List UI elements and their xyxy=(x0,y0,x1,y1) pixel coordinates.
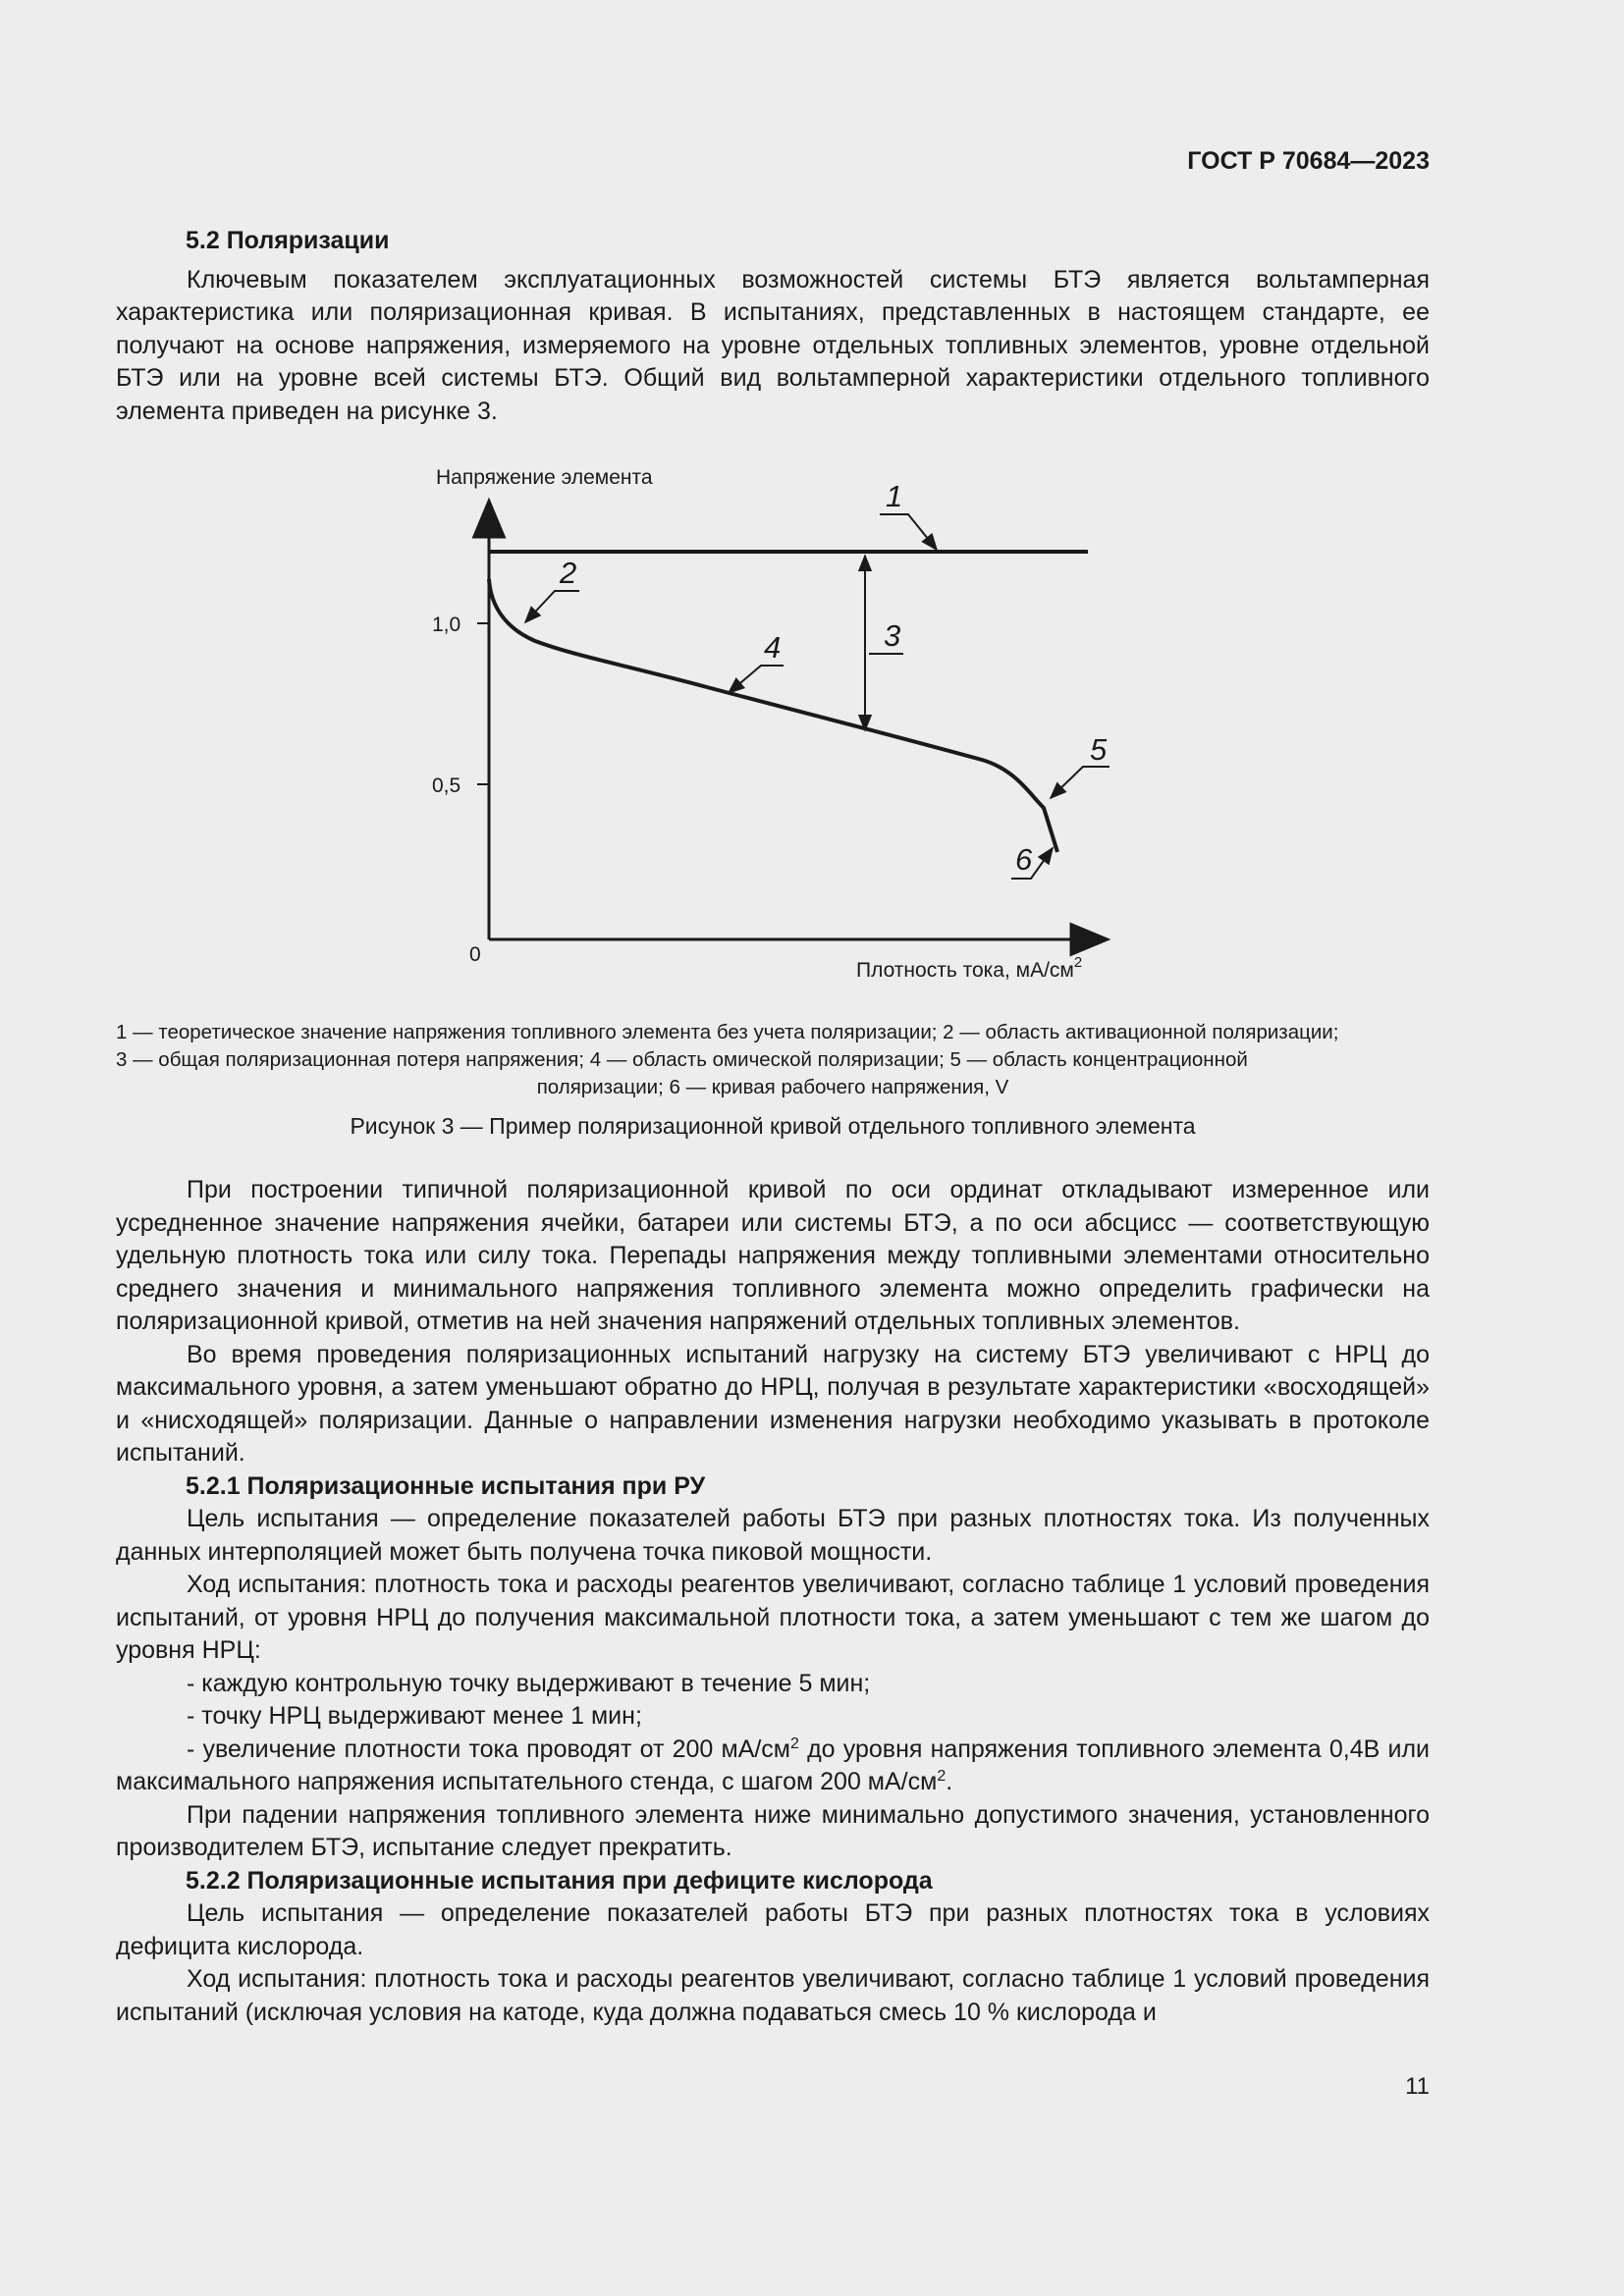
callout-3: 3 xyxy=(884,618,901,653)
callout-2: 2 xyxy=(560,556,577,590)
y-axis-label: Напряжение элемента xyxy=(436,466,653,489)
legend-line-1: 1 — теоретическое значение напряжения топливного элемента без учета поляризации; 2 — область активационной поляризации; xyxy=(116,1021,1339,1043)
list-item-2: - точку НРЦ выдерживают менее 1 мин; xyxy=(187,1702,642,1730)
section-5-2 xyxy=(116,225,1430,428)
callout-5: 5 xyxy=(1090,732,1108,767)
polarization-curve-figure xyxy=(412,459,1139,989)
list-item-3: - увеличение плотности тока проводят от 200 $мА/см^2$ до уровня напряжения топливного элемента 0,4В или максимального напряжения испытательного стенда, с шагом 200 $мА/см^2$. xyxy=(116,1735,1430,1795)
paragraph-axes: При построении типичной поляризационной кривой по оси ординат откладывают измеренное или усредненное значение напряжения ячейки, батареи или системы БТЭ, а по оси абсцисс — соответствующую удельную плотность тока или силу тока. Перепады напряжения между топливными элементами относительно среднего значения и минимального напряжения топливного элемента можно определить графически на поляризационной кривой, отметив на ней значения напряжений отдельных топливных элементов. xyxy=(116,1176,1430,1335)
legend-line-3: поляризации; 6 — кривая рабочего напряжения, V xyxy=(536,1076,1009,1098)
y-tick-label-1-0: 1,0 xyxy=(432,614,461,636)
list-item-1: - каждую контрольную точку выдерживают в течение 5 мин; xyxy=(187,1669,871,1697)
callout-2-leader xyxy=(525,591,579,622)
paragraph-5-2-2-procedure: Ход испытания: плотность тока и расходы реагентов увеличивают, согласно таблице 1 условий проведения испытаний (исключая условия на катоде, куда должна подаваться смесь 10 % кислорода и xyxy=(116,1965,1430,2026)
paragraph-5-2-1-goal: Цель испытания — определение показателей работы БТЭ при разных плотностях тока. Из полученных данных интерполяцией может быть получена точка пиковой мощности. xyxy=(116,1505,1430,1566)
callout-4-leader xyxy=(729,666,784,693)
paragraph-5-2-2-goal: Цель испытания — определение показателей работы БТЭ при разных плотностях тока в условиях дефицита кислорода. xyxy=(116,1899,1430,1960)
section-title: 5.2 Поляризации xyxy=(186,227,390,254)
intro-paragraph: Ключевым показателем эксплуатационных возможностей системы БТЭ является вольтамперная характеристика или поляризационная кривая. В испытаниях, представленных в настоящем стандарте, ее получают на основе напряжения, измеряемого на уровне отдельных топливных элементов, уровне отдельной БТЭ или на уровне всей системы БТЭ. Общий вид вольтамперной характеристики отдельного топливного элемента приведен на рисунке 3. xyxy=(116,265,1430,425)
callout-1-leader xyxy=(880,514,937,550)
figure-caption: Рисунок 3 — Пример поляризационной кривой отдельного топливного элемента xyxy=(350,1113,1196,1139)
section-5-2-2-title: 5.2.2 Поляризационные испытания при дефиците кислорода xyxy=(186,1866,933,1895)
page-number: 11 xyxy=(1405,2073,1430,2100)
callout-4: 4 xyxy=(764,630,782,665)
callout-6: 6 xyxy=(1015,842,1033,877)
callout-5-leader xyxy=(1051,767,1110,798)
y-tick-label-0-5: 0,5 xyxy=(432,774,461,797)
polarization-curve xyxy=(489,579,1057,852)
body-text xyxy=(116,1174,1430,2029)
paragraph-5-2-1-procedure: Ход испытания: плотность тока и расходы реагентов увеличивают, согласно таблице 1 условий проведения испытаний, от уровня НРЦ до получения максимальной плотности тока, а затем уменьшают с тем же шагом до уровня НРЦ: xyxy=(116,1571,1430,1664)
document-standard-header: ГОСТ Р 70684—2023 xyxy=(1187,147,1430,175)
section-5-2-1-title: 5.2.1 Поляризационные испытания при РУ xyxy=(186,1471,706,1500)
paragraph-5-2-1-stop: При падении напряжения топливного элемента ниже минимально допустимого значения, установленного производителем БТЭ, испытание следует прекратить. xyxy=(116,1800,1430,1861)
legend-line-2: 3 — общая поляризационная потеря напряжения; 4 — область омической поляризации; 5 — область концентрационной xyxy=(116,1048,1248,1071)
paragraph-load: Во время проведения поляризационных испытаний нагрузку на систему БТЭ увеличивают с НРЦ до максимального уровня, а затем уменьшают обратно до НРЦ, получая в результате характеристики «восходящей» и «нисходящей» поляризации. Данные о направлении изменения нагрузки необходимо указывать в протоколе испытаний. xyxy=(116,1340,1430,1467)
x-axis-label: Плотность тока, $мА/см^2$ xyxy=(856,954,1083,982)
origin-label: 0 xyxy=(469,943,481,966)
callout-1: 1 xyxy=(886,479,903,513)
figure-legend xyxy=(116,1019,1430,1101)
